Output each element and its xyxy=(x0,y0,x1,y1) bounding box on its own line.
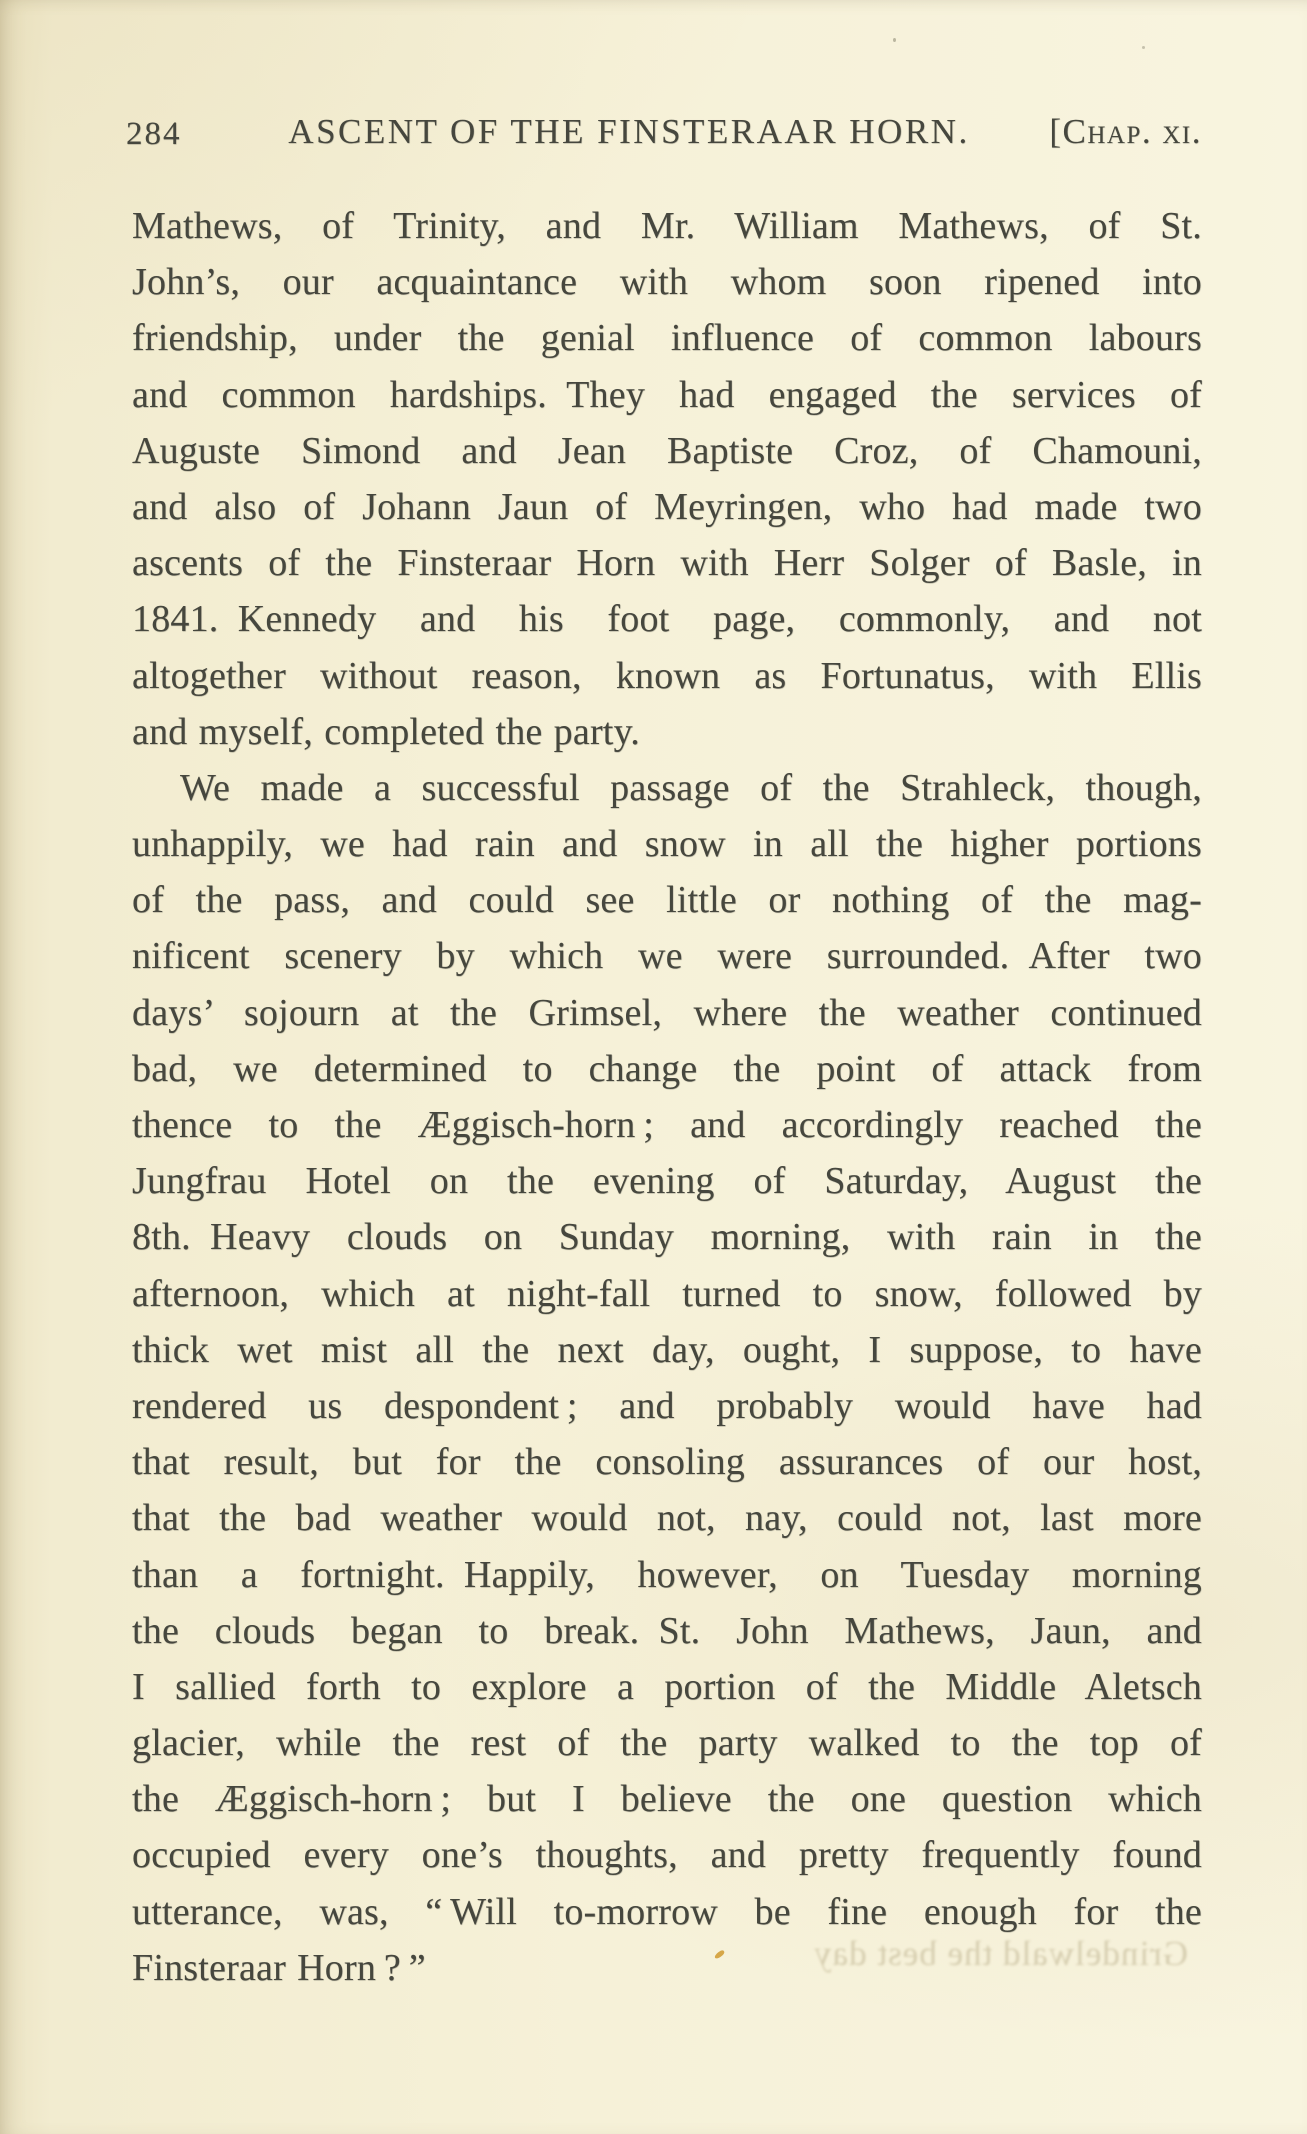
text-line: altogether without reason, known as Fortunatus, with Ellis xyxy=(132,654,1202,697)
text-line: bad, we determined to change the point of attack from xyxy=(132,1047,1202,1090)
text-line: the Æggisch-horn ; but I believe the one question which xyxy=(132,1778,1202,1821)
text-line: Mathews, of Trinity, and Mr. William Mathews, of St. xyxy=(132,205,1202,247)
text-line: and myself, completed the party. xyxy=(132,710,640,753)
text-line: afternoon, which at night-fall turned to snow, followed by xyxy=(132,1272,1202,1315)
text-line: occupied every one’s thoughts, and pretty frequently found xyxy=(132,1834,1202,1877)
text-line: than a fortnight. Happily, however, on Tuesday morning xyxy=(132,1553,1202,1596)
text-line: ascents of the Finsteraar Horn with Herr Solger of Basle, in xyxy=(132,542,1202,585)
running-title: ASCENT OF THE FINSTERAAR HORN. xyxy=(288,112,970,151)
text-line: friendship, under the genial influence of common labours xyxy=(132,317,1202,360)
text-line: Finsteraar Horn ? ” xyxy=(132,1946,426,1989)
text-line: 1841. Kennedy and his foot page, commonly, and not xyxy=(132,598,1202,641)
text-line: John’s, our acquaintance with whom soon ripened into xyxy=(132,261,1202,304)
text-line: Jungfrau Hotel on the evening of Saturday, August the xyxy=(132,1160,1202,1203)
text-line: unhappily, we had rain and snow in all the higher portions xyxy=(132,823,1202,866)
dust-fleck xyxy=(893,38,896,42)
chapter-label: [Chap. xi. xyxy=(1049,112,1202,151)
text-line: that result, but for the consoling assurances of our host, xyxy=(132,1441,1202,1484)
page-text xyxy=(132,198,1202,1996)
page-header xyxy=(126,112,1202,154)
dust-fleck xyxy=(1142,46,1145,49)
text-line: Auguste Simond and Jean Baptiste Croz, of Chamouni, xyxy=(132,429,1202,472)
text-line: rendered us despondent ; and probably would have had xyxy=(132,1384,1202,1427)
text-line: 8th. Heavy clouds on Sunday morning, with rain in the xyxy=(132,1216,1202,1259)
text-line: utterance, was, “ Will to-morrow be fine enough for the xyxy=(132,1890,1202,1933)
text-line: thence to the Æggisch-horn ; and accordingly reached the xyxy=(132,1104,1202,1146)
text-line: and also of Johann Jaun of Meyringen, who had made two xyxy=(132,485,1202,528)
text-line: We made a successful passage of the Strahleck, though, xyxy=(180,766,1202,809)
text-line: nificent scenery by which we were surrounded. After two xyxy=(132,935,1202,978)
show-through-text: Grindelwald the best day xyxy=(813,1934,1188,1973)
text-line: of the pass, and could see little or nothing of the mag- xyxy=(132,879,1202,922)
text-line: I sallied forth to explore a portion of the Middle Aletsch xyxy=(132,1665,1202,1708)
text-line: thick wet mist all the next day, ought, I suppose, to have xyxy=(132,1328,1202,1371)
text-line: glacier, while the rest of the party walked to the top of xyxy=(132,1722,1202,1765)
text-line: and common hardships. They had engaged the services of xyxy=(132,373,1202,416)
page-number: 284 xyxy=(126,116,182,152)
text-line: days’ sojourn at the Grimsel, where the weather continued xyxy=(132,991,1202,1034)
text-line: that the bad weather would not, nay, could not, last more xyxy=(132,1497,1202,1540)
text-line: the clouds began to break. St. John Mathews, Jaun, and xyxy=(132,1609,1202,1652)
